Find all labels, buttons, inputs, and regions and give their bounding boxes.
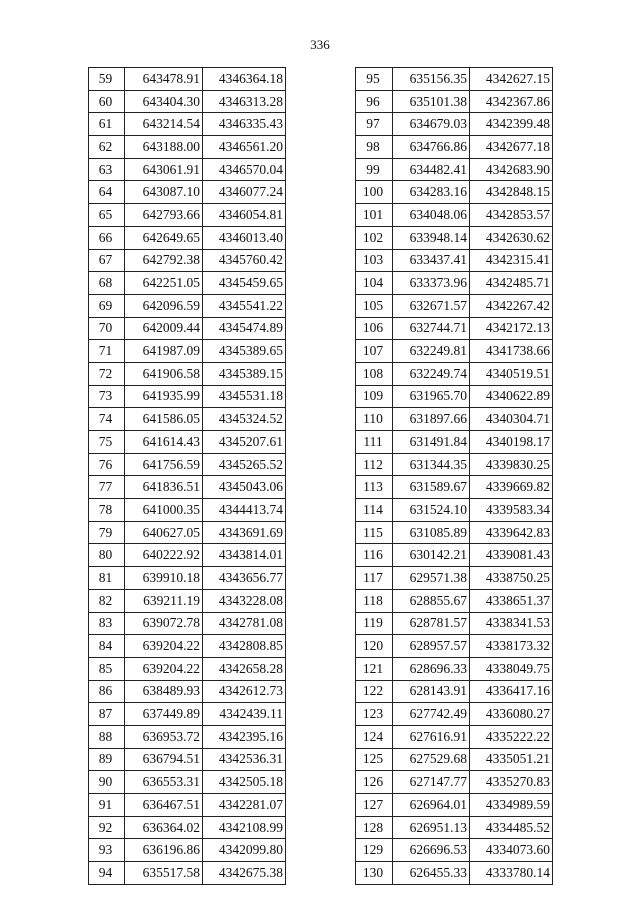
x-coordinate-cell: 640627.05 [125, 521, 203, 544]
y-coordinate-cell: 4345324.52 [203, 408, 286, 431]
table-row [356, 725, 553, 748]
table-row [89, 499, 286, 522]
table-row [356, 317, 553, 340]
y-coordinate-cell: 4342675.38 [203, 862, 286, 885]
x-coordinate-cell: 628781.57 [393, 612, 470, 635]
x-coordinate-cell: 641836.51 [125, 476, 203, 499]
y-coordinate-cell: 4342108.99 [203, 816, 286, 839]
point-number-cell: 123 [356, 703, 393, 726]
point-number-cell: 76 [89, 453, 125, 476]
y-coordinate-cell: 4338341.53 [470, 612, 553, 635]
table-row [356, 362, 553, 385]
table-row [356, 431, 553, 454]
table-row [89, 385, 286, 408]
x-coordinate-cell: 642792.38 [125, 249, 203, 272]
point-number-cell: 90 [89, 771, 125, 794]
point-number-cell: 62 [89, 136, 125, 159]
table-row [89, 362, 286, 385]
point-number-cell: 60 [89, 90, 125, 113]
table-row [89, 748, 286, 771]
y-coordinate-cell: 4342399.48 [470, 113, 553, 136]
y-coordinate-cell: 4342848.15 [470, 181, 553, 204]
x-coordinate-cell: 631589.67 [393, 476, 470, 499]
point-number-cell: 99 [356, 158, 393, 181]
x-coordinate-cell: 636953.72 [125, 725, 203, 748]
table-row [89, 476, 286, 499]
table-row [356, 158, 553, 181]
point-number-cell: 124 [356, 725, 393, 748]
y-coordinate-cell: 4342683.90 [470, 158, 553, 181]
point-number-cell: 105 [356, 294, 393, 317]
y-coordinate-cell: 4345389.15 [203, 362, 286, 385]
y-coordinate-cell: 4342505.18 [203, 771, 286, 794]
point-number-cell: 68 [89, 272, 125, 295]
y-coordinate-cell: 4334073.60 [470, 839, 553, 862]
table-row [356, 113, 553, 136]
x-coordinate-cell: 636553.31 [125, 771, 203, 794]
y-coordinate-cell: 4338173.32 [470, 635, 553, 658]
table-row [356, 567, 553, 590]
x-coordinate-cell: 643214.54 [125, 113, 203, 136]
y-coordinate-cell: 4335222.22 [470, 725, 553, 748]
y-coordinate-cell: 4342395.16 [203, 725, 286, 748]
table-row [89, 226, 286, 249]
x-coordinate-cell: 639910.18 [125, 567, 203, 590]
table-row [356, 476, 553, 499]
y-coordinate-cell: 4346570.04 [203, 158, 286, 181]
table-row [356, 90, 553, 113]
x-coordinate-cell: 632671.57 [393, 294, 470, 317]
x-coordinate-cell: 631085.89 [393, 521, 470, 544]
table-row [356, 499, 553, 522]
table-row [356, 385, 553, 408]
y-coordinate-cell: 4342367.86 [470, 90, 553, 113]
y-coordinate-cell: 4342315.41 [470, 249, 553, 272]
x-coordinate-cell: 636794.51 [125, 748, 203, 771]
y-coordinate-cell: 4342536.31 [203, 748, 286, 771]
x-coordinate-cell: 633437.41 [393, 249, 470, 272]
y-coordinate-cell: 4346364.18 [203, 68, 286, 91]
table-row [356, 249, 553, 272]
point-number-cell: 98 [356, 136, 393, 159]
x-coordinate-cell: 627742.49 [393, 703, 470, 726]
point-number-cell: 113 [356, 476, 393, 499]
y-coordinate-cell: 4339669.82 [470, 476, 553, 499]
y-coordinate-cell: 4338750.25 [470, 567, 553, 590]
point-number-cell: 114 [356, 499, 393, 522]
table-row [89, 862, 286, 885]
y-coordinate-cell: 4342281.07 [203, 794, 286, 817]
point-number-cell: 72 [89, 362, 125, 385]
y-coordinate-cell: 4339583.34 [470, 499, 553, 522]
table-row [89, 453, 286, 476]
point-number-cell: 101 [356, 204, 393, 227]
point-number-cell: 80 [89, 544, 125, 567]
point-number-cell: 97 [356, 113, 393, 136]
y-coordinate-cell: 4342439.11 [203, 703, 286, 726]
y-coordinate-cell: 4336080.27 [470, 703, 553, 726]
x-coordinate-cell: 641987.09 [125, 340, 203, 363]
table-row [89, 158, 286, 181]
x-coordinate-cell: 642009.44 [125, 317, 203, 340]
table-row [356, 657, 553, 680]
point-number-cell: 117 [356, 567, 393, 590]
x-coordinate-cell: 628957.57 [393, 635, 470, 658]
x-coordinate-cell: 634048.06 [393, 204, 470, 227]
x-coordinate-cell: 643087.10 [125, 181, 203, 204]
y-coordinate-cell: 4345541.22 [203, 294, 286, 317]
x-coordinate-cell: 634482.41 [393, 158, 470, 181]
point-number-cell: 74 [89, 408, 125, 431]
table-row [89, 317, 286, 340]
point-number-cell: 115 [356, 521, 393, 544]
point-number-cell: 96 [356, 90, 393, 113]
table-row [89, 294, 286, 317]
point-number-cell: 91 [89, 794, 125, 817]
x-coordinate-cell: 634766.86 [393, 136, 470, 159]
y-coordinate-cell: 4342677.18 [470, 136, 553, 159]
point-number-cell: 110 [356, 408, 393, 431]
point-number-cell: 61 [89, 113, 125, 136]
point-number-cell: 94 [89, 862, 125, 885]
y-coordinate-cell: 4343814.01 [203, 544, 286, 567]
y-coordinate-cell: 4345265.52 [203, 453, 286, 476]
table-row [356, 794, 553, 817]
y-coordinate-cell: 4333780.14 [470, 862, 553, 885]
table-row [356, 862, 553, 885]
x-coordinate-cell: 631491.84 [393, 431, 470, 454]
table-row [89, 272, 286, 295]
x-coordinate-cell: 641935.99 [125, 385, 203, 408]
x-coordinate-cell: 631524.10 [393, 499, 470, 522]
y-coordinate-cell: 4345459.65 [203, 272, 286, 295]
table-row [356, 272, 553, 295]
point-number-cell: 65 [89, 204, 125, 227]
x-coordinate-cell: 635517.58 [125, 862, 203, 885]
table-row [356, 635, 553, 658]
x-coordinate-cell: 638489.93 [125, 680, 203, 703]
y-coordinate-cell: 4340304.71 [470, 408, 553, 431]
table-row [89, 680, 286, 703]
x-coordinate-cell: 639204.22 [125, 635, 203, 658]
point-number-cell: 93 [89, 839, 125, 862]
y-coordinate-cell: 4342612.73 [203, 680, 286, 703]
table-row [89, 90, 286, 113]
y-coordinate-cell: 4342781.08 [203, 612, 286, 635]
y-coordinate-cell: 4345474.89 [203, 317, 286, 340]
y-coordinate-cell: 4338049.75 [470, 657, 553, 680]
x-coordinate-cell: 631897.66 [393, 408, 470, 431]
y-coordinate-cell: 4346077.24 [203, 181, 286, 204]
table-row [356, 703, 553, 726]
x-coordinate-cell: 636196.86 [125, 839, 203, 862]
table-row [89, 589, 286, 612]
page-number: 336 [310, 37, 330, 52]
x-coordinate-cell: 626696.53 [393, 839, 470, 862]
point-number-cell: 88 [89, 725, 125, 748]
x-coordinate-cell: 627529.68 [393, 748, 470, 771]
y-coordinate-cell: 4340198.17 [470, 431, 553, 454]
point-number-cell: 125 [356, 748, 393, 771]
point-number-cell: 83 [89, 612, 125, 635]
table-row [356, 771, 553, 794]
y-coordinate-cell: 4346335.43 [203, 113, 286, 136]
point-number-cell: 104 [356, 272, 393, 295]
x-coordinate-cell: 627616.91 [393, 725, 470, 748]
point-number-cell: 70 [89, 317, 125, 340]
x-coordinate-cell: 642649.65 [125, 226, 203, 249]
table-row [89, 113, 286, 136]
table-row [89, 794, 286, 817]
x-coordinate-cell: 626455.33 [393, 862, 470, 885]
point-number-cell: 63 [89, 158, 125, 181]
y-coordinate-cell: 4340622.89 [470, 385, 553, 408]
point-number-cell: 108 [356, 362, 393, 385]
x-coordinate-cell: 628143.91 [393, 680, 470, 703]
y-coordinate-cell: 4342485.71 [470, 272, 553, 295]
point-number-cell: 75 [89, 431, 125, 454]
point-number-cell: 112 [356, 453, 393, 476]
x-coordinate-cell: 635156.35 [393, 68, 470, 91]
x-coordinate-cell: 641614.43 [125, 431, 203, 454]
x-coordinate-cell: 628696.33 [393, 657, 470, 680]
point-number-cell: 130 [356, 862, 393, 885]
table-row [89, 408, 286, 431]
point-number-cell: 95 [356, 68, 393, 91]
point-number-cell: 118 [356, 589, 393, 612]
table-row [89, 703, 286, 726]
x-coordinate-cell: 632744.71 [393, 317, 470, 340]
x-coordinate-cell: 636364.02 [125, 816, 203, 839]
x-coordinate-cell: 643061.91 [125, 158, 203, 181]
x-coordinate-cell: 636467.51 [125, 794, 203, 817]
x-coordinate-cell: 640222.92 [125, 544, 203, 567]
x-coordinate-cell: 634679.03 [393, 113, 470, 136]
table-row [89, 816, 286, 839]
point-number-cell: 81 [89, 567, 125, 590]
x-coordinate-cell: 641000.35 [125, 499, 203, 522]
table-row [89, 839, 286, 862]
point-number-cell: 85 [89, 657, 125, 680]
x-coordinate-cell: 634283.16 [393, 181, 470, 204]
point-number-cell: 59 [89, 68, 125, 91]
point-number-cell: 66 [89, 226, 125, 249]
y-coordinate-cell: 4339081.43 [470, 544, 553, 567]
table-row [356, 181, 553, 204]
table-row [89, 249, 286, 272]
x-coordinate-cell: 630142.21 [393, 544, 470, 567]
point-number-cell: 120 [356, 635, 393, 658]
x-coordinate-cell: 642793.66 [125, 204, 203, 227]
y-coordinate-cell: 4343691.69 [203, 521, 286, 544]
y-coordinate-cell: 4346561.20 [203, 136, 286, 159]
table-row [356, 340, 553, 363]
table-row [356, 136, 553, 159]
point-number-cell: 106 [356, 317, 393, 340]
point-number-cell: 103 [356, 249, 393, 272]
x-coordinate-cell: 641586.05 [125, 408, 203, 431]
x-coordinate-cell: 627147.77 [393, 771, 470, 794]
y-coordinate-cell: 4345043.06 [203, 476, 286, 499]
y-coordinate-cell: 4342658.28 [203, 657, 286, 680]
y-coordinate-cell: 4342099.80 [203, 839, 286, 862]
point-number-cell: 82 [89, 589, 125, 612]
x-coordinate-cell: 626951.13 [393, 816, 470, 839]
point-number-cell: 127 [356, 794, 393, 817]
point-number-cell: 86 [89, 680, 125, 703]
table-row [89, 657, 286, 680]
x-coordinate-cell: 629571.38 [393, 567, 470, 590]
point-number-cell: 73 [89, 385, 125, 408]
point-number-cell: 87 [89, 703, 125, 726]
table-row [356, 839, 553, 862]
table-row [89, 136, 286, 159]
y-coordinate-cell: 4345207.61 [203, 431, 286, 454]
point-number-cell: 84 [89, 635, 125, 658]
x-coordinate-cell: 643404.30 [125, 90, 203, 113]
point-number-cell: 78 [89, 499, 125, 522]
x-coordinate-cell: 631965.70 [393, 385, 470, 408]
x-coordinate-cell: 626964.01 [393, 794, 470, 817]
table-row [356, 544, 553, 567]
y-coordinate-cell: 4342172.13 [470, 317, 553, 340]
table-row [356, 408, 553, 431]
point-number-cell: 71 [89, 340, 125, 363]
y-coordinate-cell: 4346013.40 [203, 226, 286, 249]
y-coordinate-cell: 4344413.74 [203, 499, 286, 522]
point-number-cell: 67 [89, 249, 125, 272]
table-row [356, 748, 553, 771]
point-number-cell: 109 [356, 385, 393, 408]
x-coordinate-cell: 631344.35 [393, 453, 470, 476]
table-row [89, 567, 286, 590]
x-coordinate-cell: 633373.96 [393, 272, 470, 295]
table-row [356, 589, 553, 612]
y-coordinate-cell: 4345389.65 [203, 340, 286, 363]
x-coordinate-cell: 643478.91 [125, 68, 203, 91]
point-number-cell: 126 [356, 771, 393, 794]
table-row [89, 521, 286, 544]
table-row [356, 294, 553, 317]
y-coordinate-cell: 4334989.59 [470, 794, 553, 817]
table-row [356, 680, 553, 703]
x-coordinate-cell: 632249.81 [393, 340, 470, 363]
table-row [356, 521, 553, 544]
table-row [356, 453, 553, 476]
x-coordinate-cell: 642251.05 [125, 272, 203, 295]
table-row [89, 635, 286, 658]
y-coordinate-cell: 4339830.25 [470, 453, 553, 476]
point-number-cell: 121 [356, 657, 393, 680]
table-row [89, 431, 286, 454]
x-coordinate-cell: 637449.89 [125, 703, 203, 726]
y-coordinate-cell: 4334485.52 [470, 816, 553, 839]
point-number-cell: 107 [356, 340, 393, 363]
x-coordinate-cell: 633948.14 [393, 226, 470, 249]
point-number-cell: 77 [89, 476, 125, 499]
point-number-cell: 129 [356, 839, 393, 862]
x-coordinate-cell: 639211.19 [125, 589, 203, 612]
x-coordinate-cell: 628855.67 [393, 589, 470, 612]
x-coordinate-cell: 641756.59 [125, 453, 203, 476]
y-coordinate-cell: 4343656.77 [203, 567, 286, 590]
table-row [89, 181, 286, 204]
table-body [89, 68, 286, 885]
table-row [89, 204, 286, 227]
point-number-cell: 122 [356, 680, 393, 703]
x-coordinate-cell: 635101.38 [393, 90, 470, 113]
y-coordinate-cell: 4343228.08 [203, 589, 286, 612]
table-row [356, 612, 553, 635]
x-coordinate-cell: 632249.74 [393, 362, 470, 385]
point-number-cell: 89 [89, 748, 125, 771]
y-coordinate-cell: 4342630.62 [470, 226, 553, 249]
y-coordinate-cell: 4345760.42 [203, 249, 286, 272]
y-coordinate-cell: 4346054.81 [203, 204, 286, 227]
point-number-cell: 111 [356, 431, 393, 454]
y-coordinate-cell: 4338651.37 [470, 589, 553, 612]
table-row [89, 725, 286, 748]
x-coordinate-cell: 642096.59 [125, 294, 203, 317]
y-coordinate-cell: 4335051.21 [470, 748, 553, 771]
table-row [356, 204, 553, 227]
table-row [89, 544, 286, 567]
x-coordinate-cell: 643188.00 [125, 136, 203, 159]
table-row [89, 771, 286, 794]
table-row [356, 68, 553, 91]
y-coordinate-cell: 4335270.83 [470, 771, 553, 794]
coordinates-table-left [88, 67, 286, 885]
y-coordinate-cell: 4342267.42 [470, 294, 553, 317]
point-number-cell: 100 [356, 181, 393, 204]
y-coordinate-cell: 4341738.66 [470, 340, 553, 363]
y-coordinate-cell: 4342853.57 [470, 204, 553, 227]
coordinates-table-right [355, 67, 553, 885]
table-row [89, 68, 286, 91]
x-coordinate-cell: 641906.58 [125, 362, 203, 385]
point-number-cell: 64 [89, 181, 125, 204]
y-coordinate-cell: 4342808.85 [203, 635, 286, 658]
point-number-cell: 102 [356, 226, 393, 249]
y-coordinate-cell: 4346313.28 [203, 90, 286, 113]
point-number-cell: 69 [89, 294, 125, 317]
point-number-cell: 116 [356, 544, 393, 567]
table-row [89, 612, 286, 635]
table-row [356, 816, 553, 839]
y-coordinate-cell: 4339642.83 [470, 521, 553, 544]
point-number-cell: 128 [356, 816, 393, 839]
table-row [89, 340, 286, 363]
point-number-cell: 119 [356, 612, 393, 635]
x-coordinate-cell: 639204.22 [125, 657, 203, 680]
table-body [356, 68, 553, 885]
x-coordinate-cell: 639072.78 [125, 612, 203, 635]
table-row [356, 226, 553, 249]
y-coordinate-cell: 4336417.16 [470, 680, 553, 703]
y-coordinate-cell: 4340519.51 [470, 362, 553, 385]
point-number-cell: 92 [89, 816, 125, 839]
point-number-cell: 79 [89, 521, 125, 544]
y-coordinate-cell: 4342627.15 [470, 68, 553, 91]
y-coordinate-cell: 4345531.18 [203, 385, 286, 408]
